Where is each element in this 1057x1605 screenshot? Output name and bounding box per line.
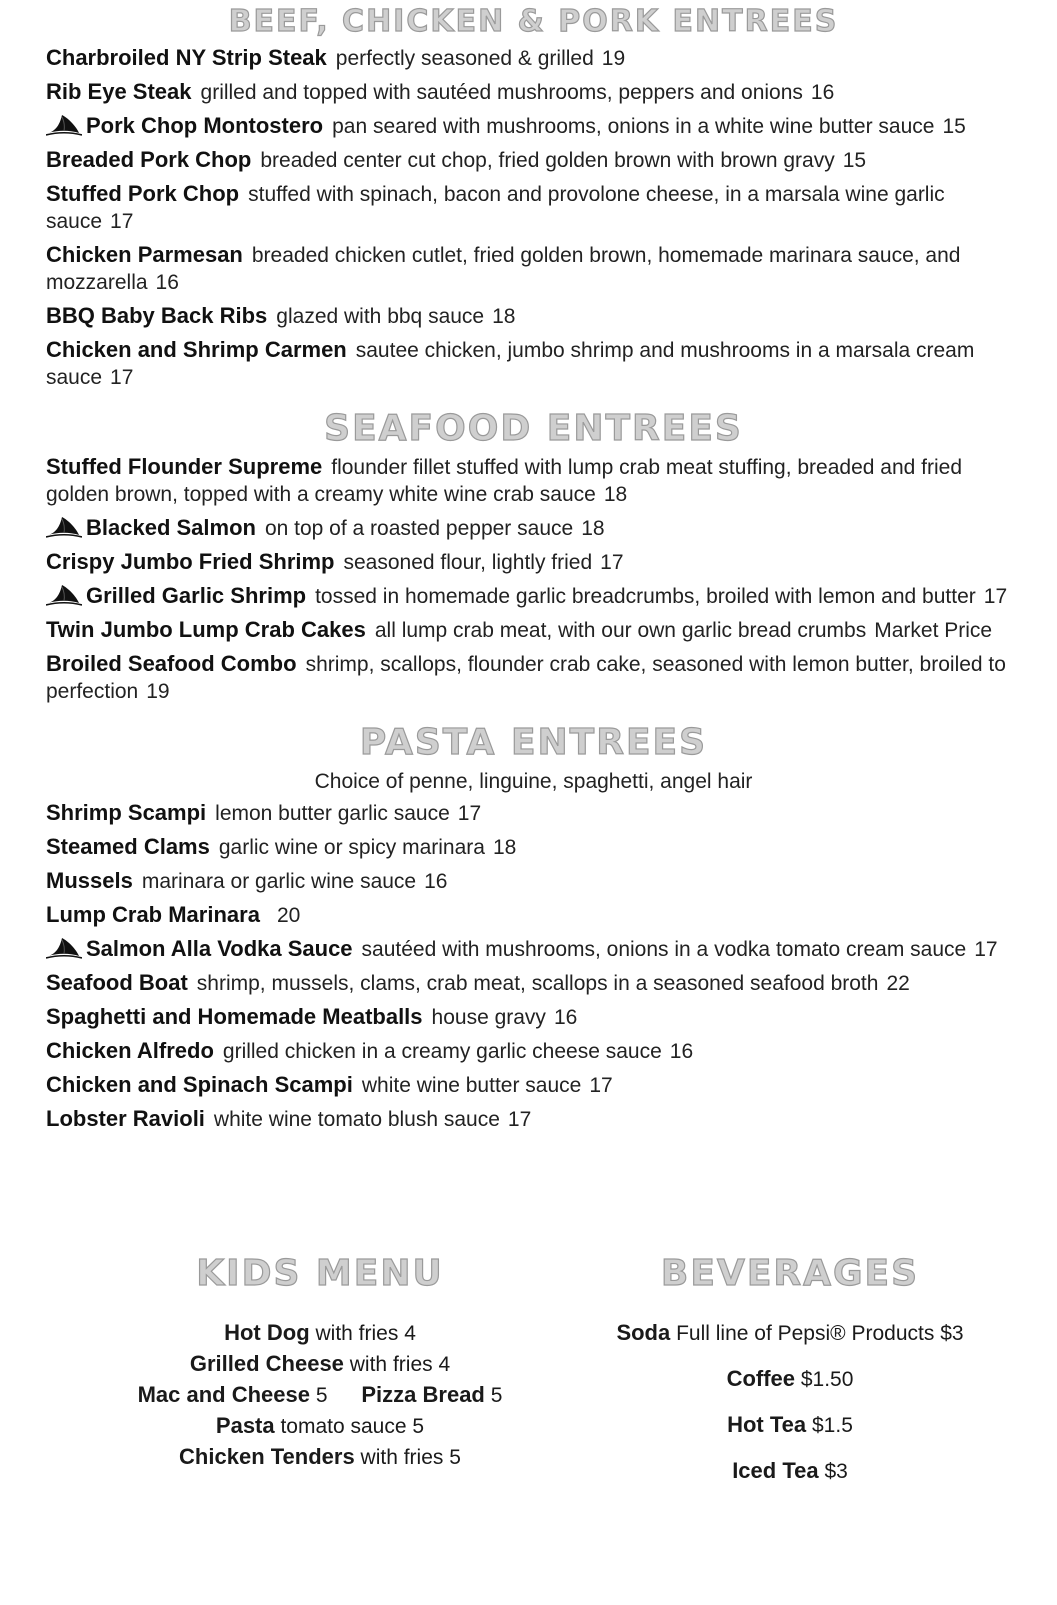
item-desc: tossed in homemade garlic breadcrumbs, broiled with lemon and butter (315, 585, 976, 608)
shark-fin-icon (46, 935, 82, 959)
item-desc: Full line of Pepsi® Products (676, 1322, 935, 1345)
menu-item (46, 935, 1021, 963)
item-desc: grilled and topped with sautéed mushrooms, peppers and onions (200, 81, 803, 104)
pasta-section-title: PASTA ENTREES (359, 722, 708, 763)
item-price: 18 (603, 483, 628, 506)
item-price: 16 (424, 870, 448, 893)
beverage-soda (600, 1318, 980, 1349)
item-name: Chicken and Shrimp Carmen (46, 337, 347, 362)
item-desc: lemon butter garlic sauce (215, 802, 450, 825)
item-name: Crispy Jumbo Fried Shrimp (46, 549, 335, 574)
item-price: 18 (581, 517, 605, 540)
item-price: 19 (146, 680, 170, 703)
item-desc: with fries (349, 1353, 433, 1376)
menu-item (46, 146, 1021, 174)
menu-item (46, 453, 1021, 508)
item-name: Pasta (215, 1413, 275, 1438)
menu-item (46, 833, 1021, 861)
item-name: Chicken Parmesan (46, 242, 243, 267)
item-name: Mussels (46, 868, 133, 893)
item-name: Seafood Boat (46, 970, 188, 995)
item-price: 16 (155, 271, 179, 294)
item-price: 5 (490, 1384, 503, 1407)
item-desc: breaded center cut chop, fried golden brown with brown gravy (260, 149, 835, 172)
menu-item (46, 514, 1021, 542)
item-name: Stuffed Pork Chop (46, 181, 240, 206)
item-desc: white wine tomato blush sauce (213, 1108, 500, 1131)
item-desc: sautee chicken, jumbo shrimp and mushrooms in a marsala cream sauce (46, 339, 975, 389)
menu-item (46, 1105, 1021, 1133)
menu-item (46, 548, 1021, 576)
item-price: $3 (824, 1460, 848, 1483)
menu-item (46, 1037, 1021, 1065)
menu-item (46, 650, 1021, 705)
item-name: Chicken Alfredo (46, 1038, 214, 1063)
kids-item-mac-pizza (110, 1380, 530, 1411)
menu-item (46, 241, 1021, 296)
item-name: Shrimp Scampi (46, 800, 207, 825)
item-desc: on top of a roasted pepper sauce (264, 517, 574, 540)
item-desc: all lump crab meat, with our own garlic bread crumbs (374, 619, 867, 642)
item-desc: garlic wine or spicy marinara (218, 836, 485, 859)
item-price: 5 (315, 1384, 328, 1407)
item-desc: seasoned flour, lightly fried (343, 551, 593, 574)
beef-item-list (46, 44, 1021, 391)
item-name: Hot Tea (727, 1412, 807, 1437)
item-name: Rib Eye Steak (46, 79, 192, 104)
shark-fin-icon (46, 582, 82, 606)
menu-item (46, 582, 1021, 610)
kids-item-grilled-cheese (110, 1349, 530, 1380)
menu-item (46, 1003, 1021, 1031)
pasta-subtitle: Choice of penne, linguine, spaghetti, angel hair (314, 770, 753, 793)
item-desc: glazed with bbq sauce (276, 305, 485, 328)
item-desc: pan seared with mushrooms, onions in a white wine butter sauce (332, 115, 935, 138)
item-name: Grilled Garlic Shrimp (86, 583, 307, 608)
beverage-coffee (600, 1364, 980, 1395)
item-price: 18 (492, 305, 516, 328)
item-price: 16 (553, 1006, 578, 1029)
item-name: Soda (616, 1320, 671, 1345)
shark-fin-icon (46, 112, 82, 136)
item-price: 15 (942, 115, 966, 138)
item-price: $3 (940, 1322, 964, 1345)
item-name: Coffee (726, 1366, 796, 1391)
item-price: 16 (810, 81, 835, 104)
menu-item (46, 969, 1021, 997)
item-price: 22 (886, 972, 910, 995)
kids-section-title: KIDS MENU (196, 1253, 444, 1294)
seafood-section-title: SEAFOOD ENTREES (324, 408, 743, 449)
item-desc: stuffed with spinach, bacon and provolone cheese, in a marsala wine garlic sauce (46, 183, 945, 233)
item-price: 18 (492, 836, 517, 859)
item-name: Lump Crab Marinara (46, 902, 260, 927)
beverage-iced-tea (600, 1456, 980, 1487)
item-price: 17 (983, 585, 1008, 608)
item-price: 5 (449, 1446, 461, 1469)
item-price: 17 (110, 366, 134, 389)
item-desc: tomato sauce (280, 1415, 407, 1438)
item-desc: shrimp, mussels, clams, crab meat, scallops in a seasoned seafood broth (196, 972, 879, 995)
item-price: 16 (669, 1040, 694, 1063)
item-name: Lobster Ravioli (46, 1106, 205, 1131)
item-name: Broiled Seafood Combo (46, 651, 297, 676)
item-price: 17 (507, 1108, 532, 1131)
item-name: Steamed Clams (46, 834, 210, 859)
item-name: Blacked Salmon (86, 515, 256, 540)
item-name: Grilled Cheese (189, 1351, 344, 1376)
item-desc: shrimp, scallops, flounder crab cake, seasoned with lemon butter, broiled to perfection (46, 653, 1006, 703)
menu-item (46, 867, 1021, 895)
item-name: Chicken and Spinach Scampi (46, 1072, 353, 1097)
beef-section-title: BEEF, CHICKEN & PORK ENTREES (228, 4, 839, 39)
menu-item (46, 1071, 1021, 1099)
pasta-item-list (46, 799, 1021, 1133)
item-price: $1.5 (812, 1414, 853, 1437)
item-name: Charbroiled NY Strip Steak (46, 45, 327, 70)
item-price: 19 (601, 47, 626, 70)
item-price: 5 (412, 1415, 425, 1438)
item-price: 4 (438, 1353, 451, 1376)
shark-fin-icon (46, 514, 82, 538)
seafood-item-list (46, 453, 1021, 705)
menu-item (46, 78, 1021, 106)
item-price: 17 (600, 551, 624, 574)
menu-item (46, 799, 1021, 827)
item-desc: with fries (360, 1446, 444, 1469)
item-name: Breaded Pork Chop (46, 147, 252, 172)
item-desc: flounder fillet stuffed with lump crab meat stuffing, breaded and fried golden brown, topped with a creamy white wine crab sauce (46, 456, 963, 506)
item-desc: grilled chicken in a creamy garlic cheese sauce (222, 1040, 662, 1063)
item-price: 17 (589, 1074, 613, 1097)
beverage-hot-tea (600, 1410, 980, 1441)
menu-item (46, 336, 1021, 391)
item-price: 15 (842, 149, 867, 172)
item-price: Market Price (874, 619, 993, 642)
item-name: Pork Chop Montostero (86, 113, 324, 138)
item-name: Twin Jumbo Lump Crab Cakes (46, 617, 366, 642)
item-name: Chicken Tenders (179, 1444, 355, 1469)
beverages-section (600, 1248, 980, 1502)
menu-item (46, 44, 1021, 72)
menu-item (46, 112, 1021, 140)
item-name: Salmon Alla Vodka Sauce (86, 936, 353, 961)
item-price: 17 (974, 938, 998, 961)
item-name: Iced Tea (732, 1458, 819, 1483)
item-name: BBQ Baby Back Ribs (46, 303, 268, 328)
item-name: Hot Dog (224, 1320, 310, 1345)
item-desc: sautéed with mushrooms, onions in a vodka tomato cream sauce (361, 938, 967, 961)
menu-item (46, 180, 1021, 235)
item-price: 20 (276, 904, 301, 927)
item-desc: breaded chicken cutlet, fried golden brown, homemade marinara sauce, and mozzarella (46, 244, 961, 294)
item-price: $1.50 (800, 1368, 854, 1391)
item-name: Pizza Bread (361, 1382, 485, 1407)
kids-item-pasta (110, 1411, 530, 1442)
menu-item (46, 616, 1021, 644)
kids-item-hotdog (110, 1318, 530, 1349)
menu-item (46, 901, 1021, 929)
item-name: Stuffed Flounder Supreme (46, 454, 323, 479)
item-desc: house gravy (431, 1006, 546, 1029)
bottom-sections (0, 1248, 1057, 1508)
item-name: Mac and Cheese (137, 1382, 310, 1407)
item-price: 17 (457, 802, 482, 825)
kids-menu-section (110, 1248, 530, 1473)
item-desc: marinara or garlic wine sauce (141, 870, 417, 893)
kids-item-tenders (110, 1442, 530, 1473)
item-price: 4 (404, 1322, 416, 1345)
item-name: Spaghetti and Homemade Meatballs (46, 1004, 423, 1029)
menu-item (46, 302, 1021, 330)
item-price: 17 (110, 210, 134, 233)
item-desc: perfectly seasoned & grilled (335, 47, 594, 70)
item-desc: with fries (315, 1322, 399, 1345)
beverages-section-title: BEVERAGES (660, 1253, 920, 1294)
menu-page (46, 0, 1021, 1139)
item-desc: white wine butter sauce (361, 1074, 582, 1097)
